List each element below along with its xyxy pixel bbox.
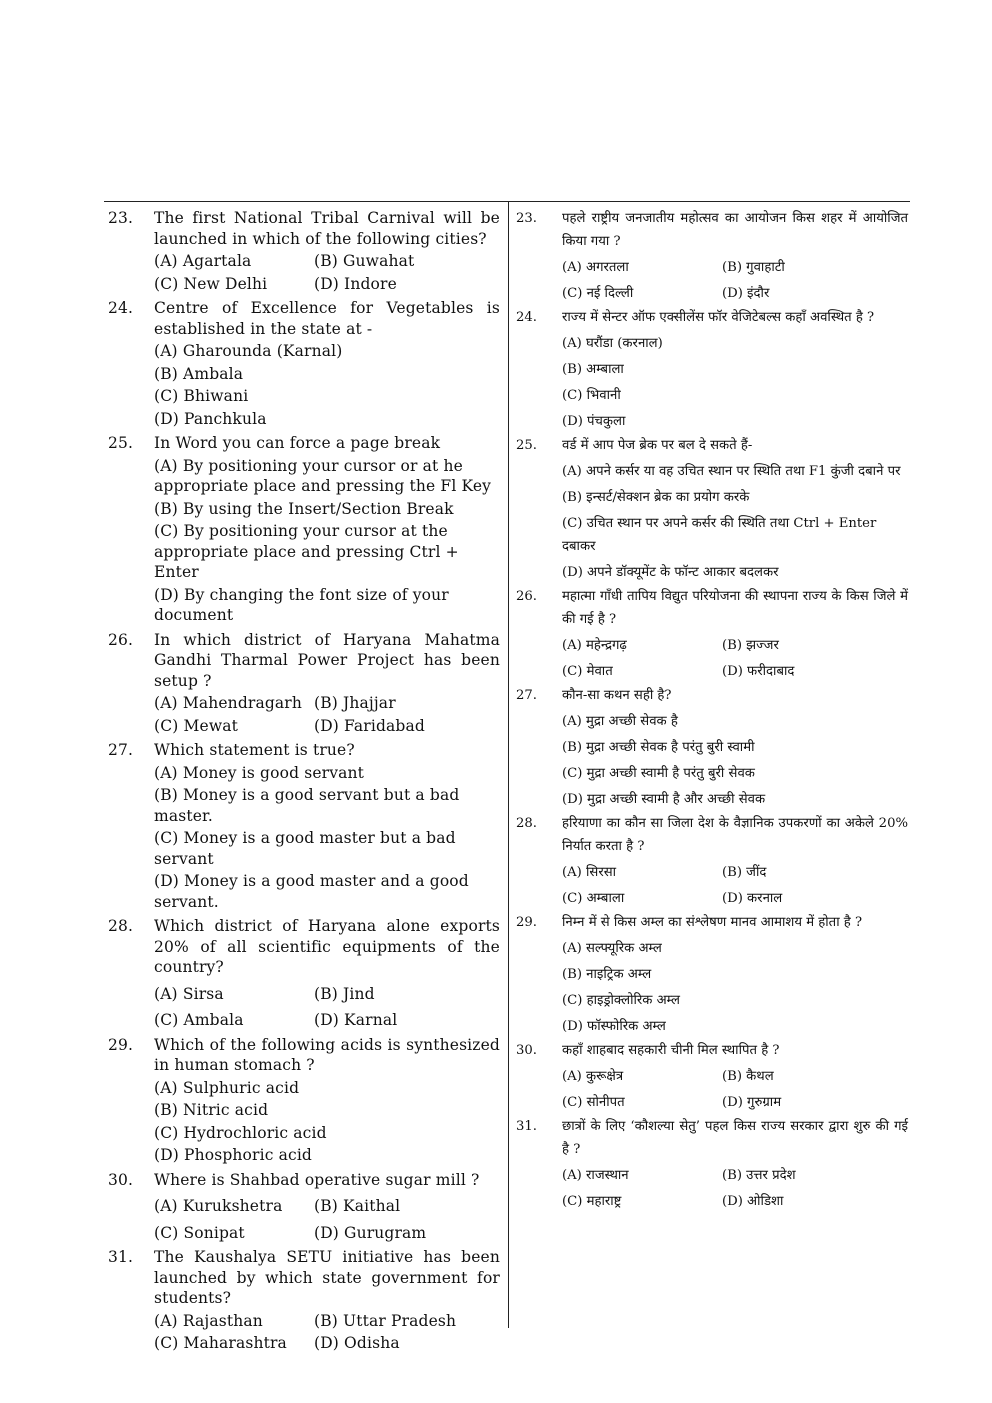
option-c: (C) नई दिल्ली [562, 286, 634, 301]
english-column [108, 206, 500, 1354]
question-number: 27. [108, 741, 134, 759]
options-list [562, 1161, 908, 1213]
options-list [562, 707, 908, 811]
option-d: (D) Money is a good master and a good servant. [154, 872, 469, 911]
question-text: पहले राष्ट्रीय जनजातीय महोत्सव का आयोजन किस शहर में आयोजित किया गया ? [562, 211, 908, 249]
option-c: (C) मुद्रा अच्छी स्वामी है परंतु बुरी सेवक [562, 766, 755, 781]
option-c: (C) हाइड्रोक्लोरिक अम्ल [562, 993, 680, 1008]
option-d: (D) करनाल [722, 891, 783, 906]
options-list [562, 457, 908, 584]
top-rule [104, 201, 910, 202]
question-number: 27. [516, 688, 537, 703]
option-a: (A) Agartala [154, 252, 252, 270]
question-body [562, 812, 908, 910]
question-text: कहाँ शाहबाद सहकारी चीनी मिल स्थापित है ? [562, 1043, 780, 1058]
question-body [562, 585, 908, 683]
option-c: (C) Mewat [154, 716, 239, 735]
question-text: Which district of Haryana alone exports 20% of all scientific equipments of the country? [154, 917, 500, 976]
option-b: (B) अम्बाला [562, 362, 624, 377]
option-c: (C) भिवानी [562, 388, 621, 403]
question-number: 25. [516, 438, 537, 453]
question-body [154, 1170, 500, 1244]
option-b: (B) Money is a good servant but a bad master. [154, 786, 460, 825]
option-a: (A) Rajasthan [154, 1311, 263, 1330]
question-number: 28. [108, 917, 134, 935]
option-d: (D) Gurugram [314, 1223, 427, 1242]
option-b: (B) By using the Insert/Section Break [154, 499, 454, 518]
option-a: (A) अगरतला [562, 260, 629, 275]
option-a: (A) Gharounda (Karnal) [154, 342, 343, 360]
options-list [154, 1076, 500, 1166]
question-text: निम्न में से किस अम्ल का संश्लेषण मानव आमाशय में होता है ? [562, 915, 863, 930]
question-number: 26. [516, 589, 537, 604]
option-b: (B) कैथल [722, 1069, 774, 1084]
english-question-23 [108, 208, 500, 294]
option-b: (B) Jind [314, 984, 375, 1003]
option-d: (D) पंचकुला [562, 414, 626, 429]
option-c: (C) उचित स्थान पर अपने कर्सर की स्थिति तथा Ctrl + Enter दबाकर [562, 516, 877, 554]
english-question-27 [108, 740, 500, 912]
question-number: 23. [108, 209, 134, 227]
hindi-question-23 [516, 207, 908, 305]
english-question-28 [108, 916, 500, 1031]
english-question-25 [108, 433, 500, 626]
question-number: 31. [108, 1248, 134, 1266]
question-body [154, 1247, 500, 1354]
option-d: (D) गुरुग्राम [722, 1095, 782, 1110]
option-c: (C) Money is a good master but a bad servant [154, 829, 456, 868]
option-a: (A) मुद्रा अच्छी सेवक है [562, 714, 678, 729]
english-question-29 [108, 1035, 500, 1166]
question-body [562, 207, 908, 305]
hindi-question-29 [516, 911, 908, 1038]
option-b: (B) गुवाहाटी [722, 260, 785, 275]
option-b: (B) Guwahat [314, 252, 415, 270]
question-text: महात्मा गाँधी तापिय विद्युत परियोजना की स्थापना राज्य के किस जिले में की गई है ? [562, 589, 908, 627]
hindi-column [516, 206, 908, 1213]
question-text: वर्ड में आप पेज ब्रेक पर बल दे सकते हैं- [562, 438, 753, 453]
question-number: 24. [108, 299, 134, 317]
option-c: (C) अम्बाला [562, 891, 625, 906]
option-c: (C) Sonipat [154, 1223, 245, 1242]
option-a: (A) घरौंडा (करनाल) [562, 336, 663, 351]
question-number: 30. [516, 1043, 537, 1058]
question-number: 24. [516, 310, 537, 325]
question-text: In which district of Haryana Mahatma Gandhi Tharmal Power Project has been setup ? [154, 630, 500, 690]
option-c: (C) By positioning your cursor at the appropriate place and pressing Ctrl + Enter [154, 522, 459, 581]
options-list [154, 249, 500, 294]
option-a: (A) महेन्द्रगढ़ [562, 638, 627, 653]
options-list [562, 631, 908, 683]
question-body [562, 684, 908, 811]
option-a: (A) Kurukshetra [154, 1197, 283, 1215]
question-body [154, 916, 500, 1031]
question-text: Which statement is true? [154, 741, 355, 759]
question-text: Which of the following acids is synthesized in human stomach ? [154, 1035, 500, 1074]
option-c: (C) New Delhi [154, 274, 268, 293]
option-d: (D) Phosphoric acid [154, 1146, 313, 1164]
question-text: हरियाणा का कौन सा जिला देश के वैज्ञानिक उपकरणों का अकेले 20% निर्यात करता है ? [562, 816, 908, 854]
english-question-24 [108, 298, 500, 429]
option-c: (C) मेवात [562, 664, 613, 679]
option-c: (C) Maharashtra [154, 1334, 287, 1352]
question-text: In Word you can force a page break [154, 434, 441, 452]
option-a: (A) By positioning your cursor or at he appropriate place and pressing the Fl Key [154, 456, 492, 495]
option-b: (B) नाइट्रिक अम्ल [562, 967, 652, 982]
option-c: (C) महाराष्ट्र [562, 1194, 622, 1209]
option-d: (D) फॉस्फोरिक अम्ल [562, 1019, 666, 1034]
option-d: (D) By changing the font size of your document [154, 585, 449, 624]
options-list [154, 339, 500, 429]
options-list [562, 329, 908, 433]
question-text: Centre of Excellence for Vegetables is established in the state at - [154, 299, 500, 338]
question-text: कौन-सा कथन सही है? [562, 688, 672, 703]
option-b: (B) झज्जर [722, 638, 779, 653]
option-d: (D) Odisha [314, 1334, 400, 1352]
option-a: (A) Money is good servant [154, 763, 365, 782]
hindi-question-25 [516, 434, 908, 584]
question-body [154, 298, 500, 429]
option-b: (B) Ambala [154, 364, 244, 383]
question-body [154, 433, 500, 626]
options-list [562, 934, 908, 1038]
option-a: (A) Mahendragarh [154, 694, 302, 712]
question-text: छात्रों के लिए ‘कौशल्या सेतु’ पहल किस राज्य सरकार द्वारा शुरु की गई है ? [562, 1119, 908, 1157]
option-b: (B) Uttar Pradesh [314, 1311, 457, 1330]
question-body [562, 434, 908, 584]
question-number: 31. [516, 1119, 537, 1134]
english-question-30 [108, 1170, 500, 1244]
option-d: (D) Faridabad [314, 716, 425, 735]
question-number: 23. [516, 211, 537, 226]
question-text: The first National Tribal Carnival will be launched in which of the following cities? [154, 209, 500, 248]
options-list [562, 1062, 908, 1114]
question-number: 30. [108, 1170, 134, 1189]
question-body [562, 1115, 908, 1213]
option-c: (C) सोनीपत [562, 1095, 625, 1110]
options-list [154, 454, 500, 626]
options-list [154, 978, 500, 1031]
options-list [562, 253, 908, 305]
option-b: (B) उत्तर प्रदेश [722, 1168, 796, 1183]
column-divider [508, 202, 509, 1328]
option-d: (D) ओडिशा [722, 1194, 784, 1209]
english-question-26 [108, 630, 500, 737]
question-body [154, 1035, 500, 1166]
options-list [154, 691, 500, 736]
option-b: (B) Jhajjar [314, 694, 396, 712]
option-a: (A) सल्फ्यूरिक अम्ल [562, 941, 662, 956]
hindi-question-26 [516, 585, 908, 683]
hindi-question-24 [516, 306, 908, 433]
option-d: (D) Panchkula [154, 409, 267, 428]
option-c: (C) Ambala [154, 1011, 244, 1029]
option-a: (A) राजस्थान [562, 1168, 629, 1183]
question-number: 28. [516, 816, 537, 831]
options-list [154, 761, 500, 913]
question-number: 26. [108, 630, 134, 649]
english-question-31 [108, 1247, 500, 1354]
options-list [154, 1309, 500, 1354]
question-text: The Kaushalya SETU initiative has been launched by which state government for students? [154, 1248, 500, 1307]
question-body [562, 1039, 908, 1114]
question-text: Where is Shahbad operative sugar mill ? [154, 1170, 480, 1189]
option-d: (D) Indore [314, 274, 397, 293]
option-b: (B) Nitric acid [154, 1101, 269, 1119]
option-a: (A) अपने कर्सर या वह उचित स्थान पर स्थिति तथा F1 कुंजी दबाने पर [562, 464, 901, 479]
hindi-question-30 [516, 1039, 908, 1114]
options-list [154, 1190, 500, 1243]
question-body [562, 306, 908, 433]
question-body [562, 911, 908, 1038]
option-d: (D) अपने डॉक्यूमेंट के फॉन्ट आकार बदलकर [562, 565, 779, 580]
question-body [154, 208, 500, 294]
option-b: (B) जींद [722, 865, 767, 880]
option-a: (A) सिरसा [562, 865, 617, 880]
options-list [562, 858, 908, 910]
question-text: राज्य में सेन्टर ऑफ एक्सीलेंस फॉर वेजिटेबल्स कहाँ अवस्थित है ? [562, 310, 875, 325]
question-body [154, 630, 500, 737]
question-body [154, 740, 500, 912]
hindi-question-27 [516, 684, 908, 811]
option-c: (C) Bhiwani [154, 387, 249, 405]
option-c: (C) Hydrochloric acid [154, 1123, 327, 1142]
option-d: (D) Karnal [314, 1011, 398, 1029]
question-number: 29. [516, 915, 537, 930]
question-number: 25. [108, 434, 134, 452]
option-b: (B) मुद्रा अच्छी सेवक है परंतु बुरी स्वामी [562, 740, 755, 755]
option-a: (A) Sulphuric acid [154, 1078, 300, 1097]
option-d: (D) मुद्रा अच्छी स्वामी है और अच्छी सेवक [562, 792, 766, 807]
question-number: 29. [108, 1035, 134, 1054]
hindi-question-28 [516, 812, 908, 910]
option-d: (D) फरीदाबाद [722, 664, 795, 679]
hindi-question-31 [516, 1115, 908, 1213]
option-a: (A) Sirsa [154, 984, 224, 1003]
option-b: (B) Kaithal [314, 1197, 401, 1215]
option-d: (D) इंदौर [722, 286, 770, 301]
option-b: (B) इन्सर्ट/सेक्शन ब्रेक का प्रयोग करके [562, 490, 750, 505]
option-a: (A) कुरूक्षेत्र [562, 1069, 624, 1084]
